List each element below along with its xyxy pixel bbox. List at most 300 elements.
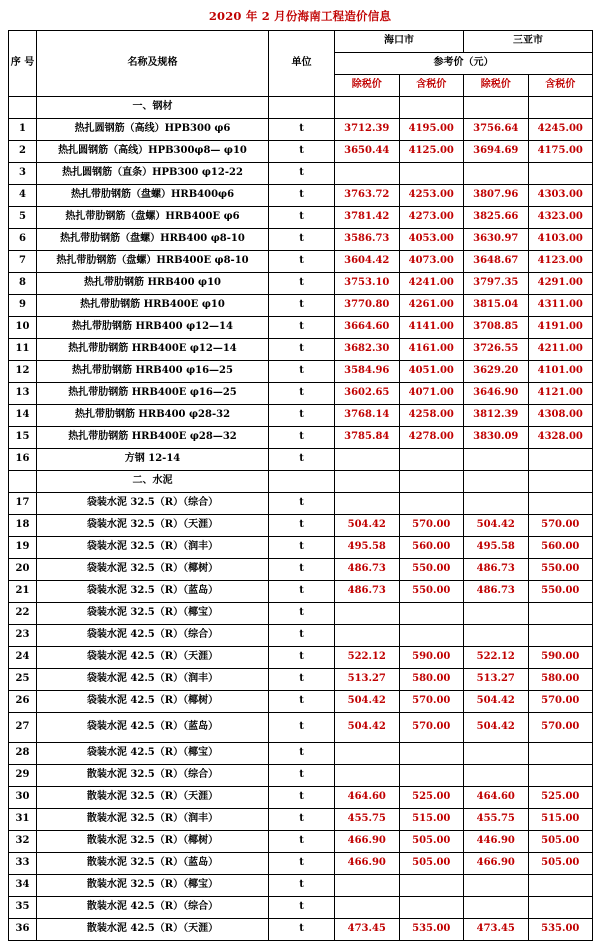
row-sanya-excl-tax xyxy=(464,897,529,919)
table-row xyxy=(9,765,593,787)
table-row xyxy=(9,383,593,405)
table-row xyxy=(9,647,593,669)
row-haikou-incl-tax: 550.00 xyxy=(399,559,464,581)
row-sanya-excl-tax: 3726.55 xyxy=(464,339,529,361)
row-sanya-excl-tax xyxy=(464,875,529,897)
row-seq: 28 xyxy=(9,743,37,765)
row-seq: 2 xyxy=(9,141,37,163)
row-unit: t xyxy=(269,361,335,383)
row-sanya-excl-tax: 3807.96 xyxy=(464,185,529,207)
row-item-name: 散装水泥 32.5（R）（综合） xyxy=(37,765,269,787)
row-haikou-excl-tax: 504.42 xyxy=(335,691,400,713)
row-sanya-incl-tax xyxy=(528,897,593,919)
row-sanya-excl-tax: 446.90 xyxy=(464,831,529,853)
row-haikou-incl-tax: 590.00 xyxy=(399,647,464,669)
row-haikou-incl-tax: 4051.00 xyxy=(399,361,464,383)
row-seq: 5 xyxy=(9,207,37,229)
row-seq: 22 xyxy=(9,603,37,625)
row-haikou-excl-tax: 466.90 xyxy=(335,853,400,875)
row-sanya-excl-tax: 473.45 xyxy=(464,919,529,941)
row-haikou-excl-tax: 495.58 xyxy=(335,537,400,559)
row-haikou-incl-tax xyxy=(399,493,464,515)
row-sanya-incl-tax: 4211.00 xyxy=(528,339,593,361)
row-item-name: 散装水泥 32.5（R）（蓝岛） xyxy=(37,853,269,875)
table-row xyxy=(9,559,593,581)
row-haikou-excl-tax: 3602.65 xyxy=(335,383,400,405)
row-haikou-incl-tax xyxy=(399,163,464,185)
row-sanya-incl-tax: 4103.00 xyxy=(528,229,593,251)
row-haikou-excl-tax xyxy=(335,897,400,919)
header-haikou-incl-tax: 含税价 xyxy=(399,75,464,97)
row-sanya-excl-tax: 464.60 xyxy=(464,787,529,809)
row-haikou-excl-tax: 3650.44 xyxy=(335,141,400,163)
row-item-name: 热扎带肋钢筋（盘螺）HRB400E φ8-10 xyxy=(37,251,269,273)
row-unit: t xyxy=(269,141,335,163)
table-row xyxy=(9,449,593,471)
row-haikou-incl-tax xyxy=(399,449,464,471)
row-sanya-excl-tax xyxy=(464,449,529,471)
header-seq-line1: 序 xyxy=(10,57,21,69)
row-haikou-excl-tax: 464.60 xyxy=(335,787,400,809)
row-haikou-excl-tax: 522.12 xyxy=(335,647,400,669)
table-row xyxy=(9,405,593,427)
row-item-name: 袋装水泥 32.5（R）（润丰） xyxy=(37,537,269,559)
row-haikou-incl-tax: 570.00 xyxy=(399,713,464,743)
row-seq: 34 xyxy=(9,875,37,897)
table-body xyxy=(9,97,593,941)
table-row xyxy=(9,339,593,361)
row-haikou-excl-tax xyxy=(335,743,400,765)
row-sanya-excl-tax: 3825.66 xyxy=(464,207,529,229)
row-sanya-excl-tax: 3648.67 xyxy=(464,251,529,273)
table-row xyxy=(9,603,593,625)
row-sanya-incl-tax xyxy=(528,875,593,897)
row-haikou-excl-tax: 3712.39 xyxy=(335,119,400,141)
header-sanya-incl-tax: 含税价 xyxy=(528,75,593,97)
row-haikou-excl-tax: 513.27 xyxy=(335,669,400,691)
row-sanya-excl-tax xyxy=(464,163,529,185)
row-sanya-incl-tax xyxy=(528,449,593,471)
row-unit: t xyxy=(269,273,335,295)
row-unit: t xyxy=(269,831,335,853)
row-item-name: 散装水泥 32.5（R）（椰树） xyxy=(37,831,269,853)
row-unit: t xyxy=(269,163,335,185)
row-sanya-incl-tax: 580.00 xyxy=(528,669,593,691)
row-sanya-excl-tax xyxy=(464,493,529,515)
row-sanya-excl-tax xyxy=(464,625,529,647)
row-sanya-excl-tax: 3830.09 xyxy=(464,427,529,449)
row-haikou-excl-tax xyxy=(335,471,400,493)
row-item-name: 袋装水泥 42.5（R）（椰树） xyxy=(37,691,269,713)
row-seq: 20 xyxy=(9,559,37,581)
row-seq xyxy=(9,97,37,119)
row-sanya-incl-tax: 4121.00 xyxy=(528,383,593,405)
row-unit: t xyxy=(269,317,335,339)
row-sanya-incl-tax: 515.00 xyxy=(528,809,593,831)
row-unit: t xyxy=(269,669,335,691)
row-seq: 3 xyxy=(9,163,37,185)
row-sanya-incl-tax xyxy=(528,625,593,647)
table-row xyxy=(9,875,593,897)
table-row xyxy=(9,471,593,493)
row-seq: 13 xyxy=(9,383,37,405)
row-seq: 1 xyxy=(9,119,37,141)
header-haikou-excl-tax: 除税价 xyxy=(335,75,400,97)
row-unit: t xyxy=(269,427,335,449)
row-item-name: 热扎带肋钢筋（盘螺）HRB400φ6 xyxy=(37,185,269,207)
row-seq: 36 xyxy=(9,919,37,941)
row-item-name: 热扎带肋钢筋 HRB400 φ28-32 xyxy=(37,405,269,427)
row-sanya-incl-tax: 4303.00 xyxy=(528,185,593,207)
table-row xyxy=(9,537,593,559)
row-sanya-excl-tax xyxy=(464,765,529,787)
row-seq: 26 xyxy=(9,691,37,713)
header-name: 名称及规格 xyxy=(37,31,269,97)
table-row xyxy=(9,625,593,647)
row-sanya-incl-tax: 4291.00 xyxy=(528,273,593,295)
row-item-name: 袋装水泥 32.5（R）（蓝岛） xyxy=(37,581,269,603)
row-group-label: 二、水泥 xyxy=(37,471,269,493)
table-row xyxy=(9,515,593,537)
row-sanya-incl-tax xyxy=(528,743,593,765)
row-item-name: 袋装水泥 42.5（R）（综合） xyxy=(37,625,269,647)
row-haikou-excl-tax xyxy=(335,603,400,625)
row-item-name: 热扎带肋钢筋 HRB400E φ12—14 xyxy=(37,339,269,361)
table-row xyxy=(9,669,593,691)
header-seq-line2: 号 xyxy=(24,57,35,69)
row-sanya-excl-tax xyxy=(464,97,529,119)
header-reference-price: 参考价（元） xyxy=(335,53,593,75)
price-table xyxy=(8,30,593,941)
row-item-name: 散装水泥 42.5（R）（综合） xyxy=(37,897,269,919)
row-seq: 33 xyxy=(9,853,37,875)
table-row xyxy=(9,919,593,941)
row-sanya-excl-tax xyxy=(464,603,529,625)
row-haikou-incl-tax: 4253.00 xyxy=(399,185,464,207)
row-haikou-incl-tax xyxy=(399,603,464,625)
table-row xyxy=(9,691,593,713)
row-sanya-incl-tax: 4311.00 xyxy=(528,295,593,317)
row-item-name: 散装水泥 32.5（R）（椰宝） xyxy=(37,875,269,897)
row-sanya-excl-tax: 3630.97 xyxy=(464,229,529,251)
row-haikou-excl-tax: 3763.72 xyxy=(335,185,400,207)
row-sanya-excl-tax xyxy=(464,743,529,765)
row-unit: t xyxy=(269,295,335,317)
row-sanya-incl-tax: 4245.00 xyxy=(528,119,593,141)
row-haikou-incl-tax: 505.00 xyxy=(399,831,464,853)
header-city-haikou: 海口市 xyxy=(335,31,464,53)
row-haikou-excl-tax: 455.75 xyxy=(335,809,400,831)
row-sanya-excl-tax xyxy=(464,471,529,493)
row-item-name: 热扎圆钢筋（直条）HPB300 φ12-22 xyxy=(37,163,269,185)
row-haikou-incl-tax: 515.00 xyxy=(399,809,464,831)
row-haikou-excl-tax xyxy=(335,875,400,897)
row-seq: 23 xyxy=(9,625,37,647)
row-haikou-excl-tax: 3604.42 xyxy=(335,251,400,273)
row-haikou-incl-tax xyxy=(399,743,464,765)
row-unit: t xyxy=(269,559,335,581)
row-unit: t xyxy=(269,207,335,229)
row-sanya-incl-tax xyxy=(528,765,593,787)
row-haikou-incl-tax xyxy=(399,97,464,119)
row-haikou-excl-tax: 504.42 xyxy=(335,515,400,537)
row-haikou-excl-tax xyxy=(335,493,400,515)
row-sanya-excl-tax: 3694.69 xyxy=(464,141,529,163)
row-item-name: 袋装水泥 42.5（R）（蓝岛） xyxy=(37,713,269,743)
row-seq: 24 xyxy=(9,647,37,669)
row-haikou-incl-tax: 580.00 xyxy=(399,669,464,691)
row-haikou-excl-tax: 486.73 xyxy=(335,581,400,603)
row-seq: 18 xyxy=(9,515,37,537)
table-row xyxy=(9,493,593,515)
row-sanya-excl-tax: 504.42 xyxy=(464,691,529,713)
row-unit: t xyxy=(269,515,335,537)
row-item-name: 袋装水泥 32.5（R）（椰树） xyxy=(37,559,269,581)
row-unit: t xyxy=(269,875,335,897)
row-sanya-incl-tax: 570.00 xyxy=(528,515,593,537)
row-sanya-incl-tax: 4328.00 xyxy=(528,427,593,449)
row-haikou-excl-tax: 3584.96 xyxy=(335,361,400,383)
row-sanya-incl-tax: 4101.00 xyxy=(528,361,593,383)
row-unit: t xyxy=(269,713,335,743)
row-sanya-incl-tax xyxy=(528,471,593,493)
row-unit: t xyxy=(269,339,335,361)
table-row xyxy=(9,163,593,185)
row-item-name: 热扎带肋钢筋 HRB400 φ10 xyxy=(37,273,269,295)
row-sanya-excl-tax: 495.58 xyxy=(464,537,529,559)
table-row xyxy=(9,207,593,229)
row-haikou-incl-tax: 4161.00 xyxy=(399,339,464,361)
table-row xyxy=(9,317,593,339)
row-haikou-incl-tax: 505.00 xyxy=(399,853,464,875)
row-seq: 25 xyxy=(9,669,37,691)
table-row xyxy=(9,97,593,119)
row-seq: 17 xyxy=(9,493,37,515)
row-item-name: 散装水泥 42.5（R）（天涯） xyxy=(37,919,269,941)
row-seq: 9 xyxy=(9,295,37,317)
row-sanya-excl-tax: 3797.35 xyxy=(464,273,529,295)
row-item-name: 热扎圆钢筋（高线）HPB300 φ6 xyxy=(37,119,269,141)
row-unit: t xyxy=(269,603,335,625)
row-seq: 10 xyxy=(9,317,37,339)
row-sanya-excl-tax: 3815.04 xyxy=(464,295,529,317)
row-haikou-incl-tax xyxy=(399,897,464,919)
row-unit: t xyxy=(269,897,335,919)
row-haikou-incl-tax: 4125.00 xyxy=(399,141,464,163)
row-seq xyxy=(9,471,37,493)
row-sanya-excl-tax: 486.73 xyxy=(464,559,529,581)
row-unit: t xyxy=(269,625,335,647)
table-row xyxy=(9,787,593,809)
row-haikou-incl-tax: 4273.00 xyxy=(399,207,464,229)
row-sanya-excl-tax: 3756.64 xyxy=(464,119,529,141)
row-haikou-incl-tax: 570.00 xyxy=(399,691,464,713)
row-haikou-incl-tax: 4278.00 xyxy=(399,427,464,449)
row-seq: 4 xyxy=(9,185,37,207)
row-seq: 21 xyxy=(9,581,37,603)
row-haikou-incl-tax: 4241.00 xyxy=(399,273,464,295)
row-sanya-incl-tax: 4323.00 xyxy=(528,207,593,229)
table-row xyxy=(9,897,593,919)
row-haikou-excl-tax xyxy=(335,97,400,119)
row-unit: t xyxy=(269,493,335,515)
row-sanya-incl-tax: 505.00 xyxy=(528,853,593,875)
table-row xyxy=(9,361,593,383)
table-row xyxy=(9,581,593,603)
header-sanya-excl-tax: 除税价 xyxy=(464,75,529,97)
row-haikou-incl-tax xyxy=(399,875,464,897)
row-seq: 16 xyxy=(9,449,37,471)
row-item-name: 热扎带肋钢筋 HRB400E φ10 xyxy=(37,295,269,317)
table-row xyxy=(9,853,593,875)
row-unit: t xyxy=(269,853,335,875)
row-haikou-incl-tax: 570.00 xyxy=(399,515,464,537)
header-row-1 xyxy=(9,31,593,53)
row-seq: 30 xyxy=(9,787,37,809)
row-sanya-excl-tax: 3812.39 xyxy=(464,405,529,427)
row-unit: t xyxy=(269,383,335,405)
row-item-name: 热扎带肋钢筋 HRB400E φ16—25 xyxy=(37,383,269,405)
row-haikou-excl-tax: 486.73 xyxy=(335,559,400,581)
row-sanya-excl-tax: 522.12 xyxy=(464,647,529,669)
row-seq: 14 xyxy=(9,405,37,427)
table-row xyxy=(9,743,593,765)
row-item-name: 散装水泥 32.5（R）（天涯） xyxy=(37,787,269,809)
row-unit: t xyxy=(269,809,335,831)
row-sanya-incl-tax: 590.00 xyxy=(528,647,593,669)
row-haikou-incl-tax: 4071.00 xyxy=(399,383,464,405)
row-sanya-incl-tax: 525.00 xyxy=(528,787,593,809)
row-item-name: 袋装水泥 32.5（R）（椰宝） xyxy=(37,603,269,625)
row-haikou-incl-tax: 4195.00 xyxy=(399,119,464,141)
row-haikou-incl-tax: 4258.00 xyxy=(399,405,464,427)
row-unit: t xyxy=(269,185,335,207)
row-haikou-incl-tax: 550.00 xyxy=(399,581,464,603)
row-sanya-incl-tax xyxy=(528,493,593,515)
row-haikou-excl-tax: 466.90 xyxy=(335,831,400,853)
row-unit: t xyxy=(269,229,335,251)
table-row xyxy=(9,141,593,163)
row-seq: 15 xyxy=(9,427,37,449)
row-item-name: 方钢 12-14 xyxy=(37,449,269,471)
row-sanya-excl-tax: 3646.90 xyxy=(464,383,529,405)
table-row xyxy=(9,273,593,295)
table-row xyxy=(9,295,593,317)
row-unit: t xyxy=(269,581,335,603)
row-item-name: 袋装水泥 32.5（R）（综合） xyxy=(37,493,269,515)
row-item-name: 热扎圆钢筋（高线）HPB300φ8— φ10 xyxy=(37,141,269,163)
row-sanya-incl-tax: 535.00 xyxy=(528,919,593,941)
header-seq xyxy=(9,31,37,97)
row-haikou-excl-tax xyxy=(335,625,400,647)
row-item-name: 热扎带肋钢筋（盘螺）HRB400E φ6 xyxy=(37,207,269,229)
table-row xyxy=(9,251,593,273)
row-unit: t xyxy=(269,647,335,669)
row-item-name: 热扎带肋钢筋 HRB400E φ28—32 xyxy=(37,427,269,449)
row-unit: t xyxy=(269,787,335,809)
row-haikou-excl-tax xyxy=(335,163,400,185)
table-row xyxy=(9,713,593,743)
row-sanya-excl-tax: 3708.85 xyxy=(464,317,529,339)
row-sanya-incl-tax: 4175.00 xyxy=(528,141,593,163)
row-seq: 11 xyxy=(9,339,37,361)
row-seq: 32 xyxy=(9,831,37,853)
row-item-name: 袋装水泥 32.5（R）（天涯） xyxy=(37,515,269,537)
row-sanya-incl-tax: 550.00 xyxy=(528,581,593,603)
table-row xyxy=(9,119,593,141)
row-haikou-excl-tax: 3781.42 xyxy=(335,207,400,229)
row-haikou-incl-tax xyxy=(399,765,464,787)
row-unit: t xyxy=(269,251,335,273)
row-haikou-incl-tax: 4053.00 xyxy=(399,229,464,251)
row-haikou-excl-tax xyxy=(335,765,400,787)
row-sanya-excl-tax: 504.42 xyxy=(464,713,529,743)
row-sanya-incl-tax xyxy=(528,163,593,185)
row-seq: 12 xyxy=(9,361,37,383)
row-haikou-incl-tax: 525.00 xyxy=(399,787,464,809)
row-haikou-incl-tax xyxy=(399,471,464,493)
row-haikou-incl-tax: 560.00 xyxy=(399,537,464,559)
header-city-sanya: 三亚市 xyxy=(464,31,593,53)
row-haikou-excl-tax: 3768.14 xyxy=(335,405,400,427)
table-row xyxy=(9,809,593,831)
row-sanya-incl-tax: 550.00 xyxy=(528,559,593,581)
row-haikou-excl-tax xyxy=(335,449,400,471)
row-sanya-incl-tax: 4308.00 xyxy=(528,405,593,427)
row-sanya-incl-tax: 505.00 xyxy=(528,831,593,853)
row-haikou-excl-tax: 3664.60 xyxy=(335,317,400,339)
table-row xyxy=(9,229,593,251)
row-unit: t xyxy=(269,919,335,941)
row-sanya-incl-tax: 4191.00 xyxy=(528,317,593,339)
row-sanya-incl-tax xyxy=(528,603,593,625)
table-row xyxy=(9,185,593,207)
row-unit: t xyxy=(269,743,335,765)
row-item-name: 袋装水泥 42.5（R）（润丰） xyxy=(37,669,269,691)
row-haikou-incl-tax xyxy=(399,625,464,647)
row-unit: t xyxy=(269,119,335,141)
row-seq: 29 xyxy=(9,765,37,787)
row-haikou-excl-tax: 473.45 xyxy=(335,919,400,941)
row-sanya-excl-tax: 3629.20 xyxy=(464,361,529,383)
row-seq: 31 xyxy=(9,809,37,831)
row-sanya-incl-tax: 570.00 xyxy=(528,713,593,743)
row-item-name: 散装水泥 32.5（R）（润丰） xyxy=(37,809,269,831)
row-unit xyxy=(269,97,335,119)
row-sanya-incl-tax: 570.00 xyxy=(528,691,593,713)
row-haikou-excl-tax: 3682.30 xyxy=(335,339,400,361)
row-item-name: 热扎带肋钢筋（盘螺）HRB400 φ8-10 xyxy=(37,229,269,251)
row-sanya-incl-tax: 4123.00 xyxy=(528,251,593,273)
row-group-label: 一、钢材 xyxy=(37,97,269,119)
row-seq: 27 xyxy=(9,713,37,743)
row-item-name: 热扎带肋钢筋 HRB400 φ16—25 xyxy=(37,361,269,383)
table-row xyxy=(9,427,593,449)
row-seq: 8 xyxy=(9,273,37,295)
row-haikou-incl-tax: 4141.00 xyxy=(399,317,464,339)
table-header xyxy=(9,31,593,97)
row-haikou-excl-tax: 3586.73 xyxy=(335,229,400,251)
row-sanya-excl-tax: 504.42 xyxy=(464,515,529,537)
row-haikou-incl-tax: 4261.00 xyxy=(399,295,464,317)
row-unit: t xyxy=(269,405,335,427)
page-title: 2020 年 2 月份海南工程造价信息 xyxy=(208,9,392,23)
row-unit: t xyxy=(269,537,335,559)
row-haikou-excl-tax: 504.42 xyxy=(335,713,400,743)
row-unit: t xyxy=(269,765,335,787)
row-sanya-excl-tax: 486.73 xyxy=(464,581,529,603)
row-haikou-incl-tax: 4073.00 xyxy=(399,251,464,273)
